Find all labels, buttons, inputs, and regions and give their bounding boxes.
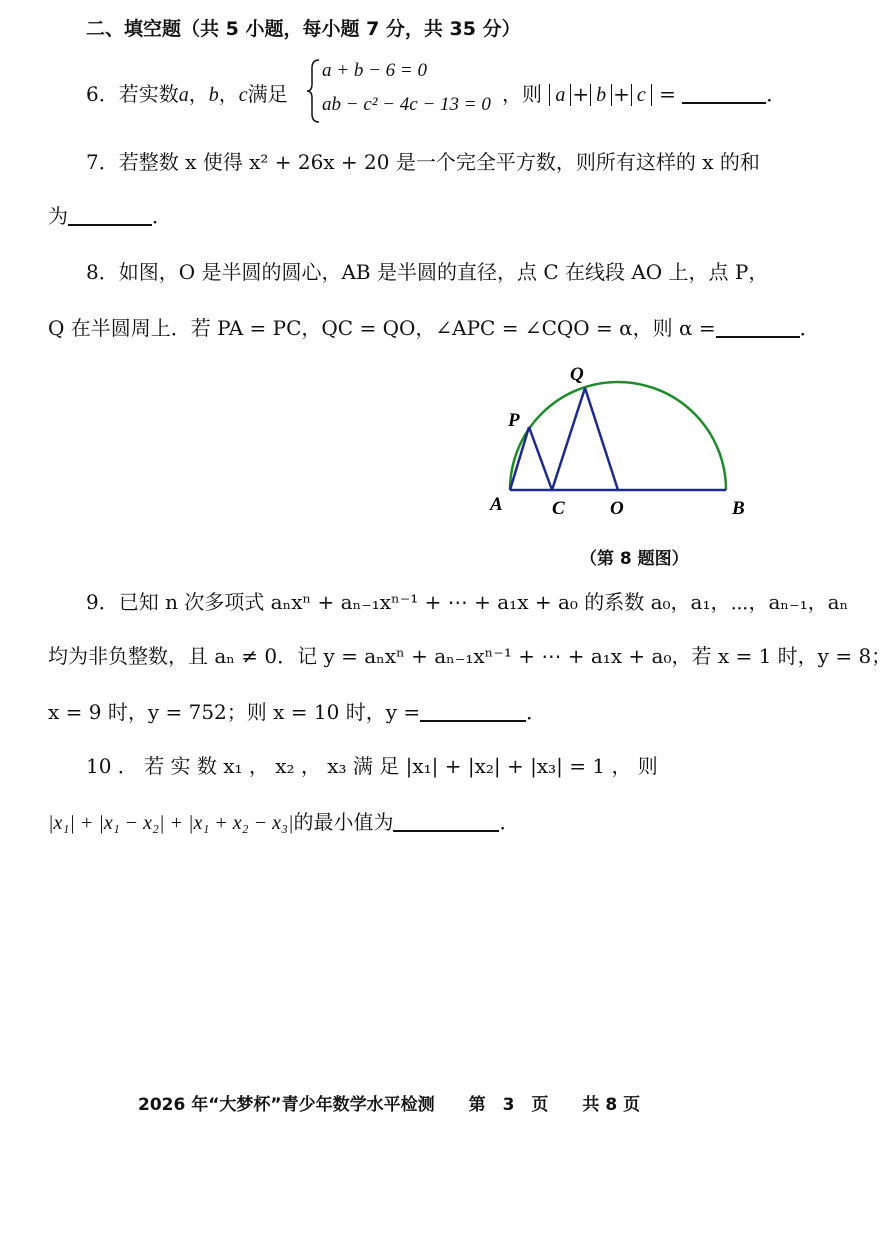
- question-6: 6．若实数a，b，c满足: [86, 82, 288, 106]
- answer-blank-7[interactable]: [68, 206, 152, 226]
- equation-2: ab − c² − 4c − 13 = 0: [322, 94, 491, 115]
- question-10-line-1: 10 ． 若 实 数 x₁ ， x₂ ， x₃ 满 足 |x₁| + |x₂| + |x₃| = 1 ， 则: [86, 754, 658, 778]
- figure-q8: [486, 360, 756, 520]
- semicircle-arc: [510, 382, 726, 490]
- section-title: 二、填空题（共 5 小题，每小题 7 分，共 35 分）: [86, 18, 521, 40]
- question-8-line-2: Q 在半圆周上．若 PA = PC，QC = QO，∠APC = ∠CQO = α，则 α = ．: [48, 316, 820, 340]
- question-7-line-1: 7．若整数 x 使得 x² + 26x + 20 是一个完全平方数，则所有这样的 x 的和: [86, 150, 760, 174]
- question-7-line-2: 为 ．: [48, 204, 172, 228]
- question-8-line-1: 8．如图，O 是半圆的圆心，AB 是半圆的直径，点 C 在线段 AO 上，点 P，: [86, 260, 769, 284]
- brace-icon: [306, 58, 322, 124]
- figure-caption: （第 8 题图）: [580, 549, 689, 569]
- label-a: A: [490, 494, 503, 515]
- segment-pa: [510, 427, 529, 490]
- question-9-line-1: 9．已知 n 次多项式 aₙxⁿ + aₙ₋₁xⁿ⁻¹ + ⋯ + a₁x + a₀ 的系数 a₀，a₁，⋯，aₙ₋₁，aₙ: [86, 590, 849, 614]
- label-o: O: [610, 498, 624, 519]
- question-6-tail: ，则 a + b + c = ．: [502, 82, 787, 106]
- label-b: B: [732, 498, 745, 519]
- equation-1: a + b − 6 = 0: [322, 60, 427, 81]
- question-9-line-3: x = 9 时，y = 752；则 x = 10 时，y = ．: [48, 700, 547, 724]
- page-footer: 2026 年“大梦杯”青少年数学水平检测 第 3 页 共 8 页: [138, 1095, 641, 1115]
- label-c: C: [552, 498, 565, 519]
- segment-qo: [585, 388, 618, 490]
- segment-qc: [552, 388, 585, 490]
- segment-pc: [529, 427, 552, 490]
- answer-blank-10[interactable]: [393, 812, 499, 832]
- label-q: Q: [570, 364, 584, 385]
- answer-blank-8[interactable]: [716, 318, 800, 338]
- answer-blank-9[interactable]: [420, 702, 526, 722]
- question-9-line-2: 均为非负整数，且 aₙ ≠ 0．记 y = aₙxⁿ + aₙ₋₁xⁿ⁻¹ + ⋯ + a₁x + a₀，若 x = 1 时，y = 8；: [48, 644, 891, 668]
- question-10-line-2: |x₁| + |x₁ − x₂| + |x₁ + x₂ − x₃|的最小值为 ．: [48, 810, 520, 834]
- answer-blank-6[interactable]: [682, 84, 766, 104]
- equation-system: [306, 58, 501, 124]
- label-p: P: [508, 410, 520, 431]
